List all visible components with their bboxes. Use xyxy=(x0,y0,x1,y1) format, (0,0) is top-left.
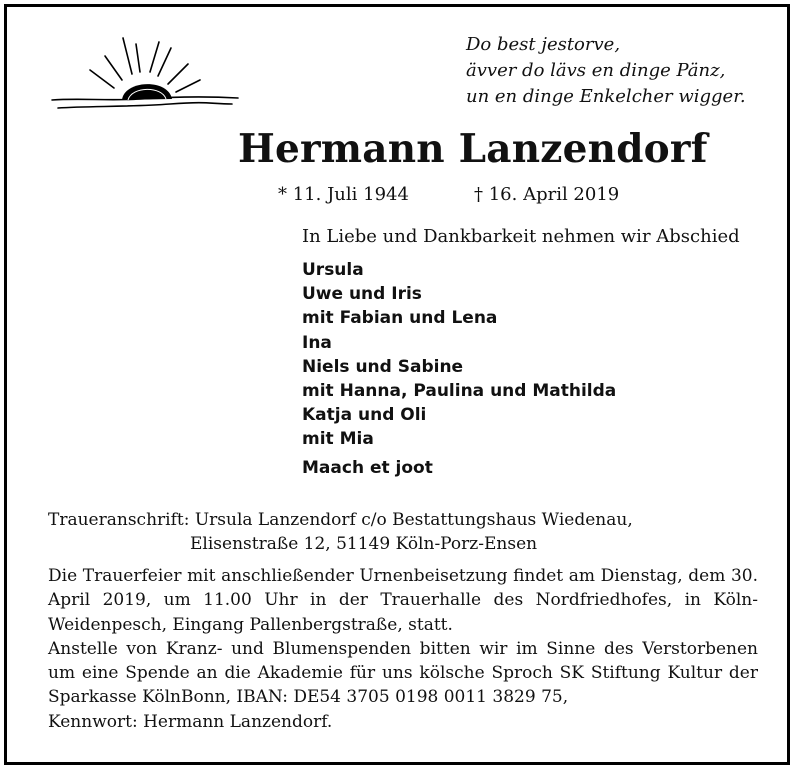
donation-paragraph: Anstelle von Kranz- und Blumenspenden bitten wir im Sinne des Verstorbenen um eine Spende an die Akademie für uns kölsche Sproch SK Stiftung Kultur der Sparkasse KölnBonn, IBAN: DE54 3705 0198 0011 3829 75, xyxy=(48,638,758,708)
family-member: Niels und Sabine xyxy=(302,356,464,377)
family-list xyxy=(302,258,616,452)
address-line-2: Elisenstraße 12, 51149 Köln-Porz-Ensen xyxy=(190,534,538,554)
closing-phrase: Maach et joot xyxy=(302,458,433,478)
notice-body xyxy=(48,564,758,734)
sunrise-icon xyxy=(50,34,240,122)
birth-date: * 11. Juli 1944 xyxy=(278,184,409,205)
ceremony-paragraph: Die Trauerfeier mit anschließender Urnenbeisetzung findet am Dienstag, dem 30. April 2019, um 11.00 Uhr in der Trauerhalle des Nordfriedhofes, in Köln-Weidenpesch, Eingang Pallenbergstraße, statt. xyxy=(48,566,758,635)
family-member: Uwe und Iris xyxy=(302,284,422,305)
family-member: Ursula xyxy=(302,260,364,280)
poem-line-3: un en dinge Enkelcher wigger. xyxy=(466,86,746,107)
family-member: Ina xyxy=(302,332,332,353)
family-member: Katja und Oli xyxy=(302,405,427,426)
address-line-1: Traueranschrift: Ursula Lanzendorf c/o Bestattungshaus Wiedenau, xyxy=(48,510,633,530)
mourning-address xyxy=(48,508,633,556)
family-member: mit Hanna, Paulina und Mathilda xyxy=(302,381,617,402)
death-date: † 16. April 2019 xyxy=(474,184,620,205)
poem xyxy=(466,32,746,110)
farewell-line: In Liebe und Dankbarkeit nehmen wir Abschied xyxy=(302,226,740,247)
poem-line-2: ävver do lävs en dinge Pänz, xyxy=(466,60,726,81)
keyword-line: Kennwort: Hermann Lanzendorf. xyxy=(48,711,333,732)
family-member: mit Mia xyxy=(302,429,374,450)
deceased-name: Hermann Lanzendorf xyxy=(238,126,708,172)
poem-line-1: Do best jestorve, xyxy=(466,34,621,55)
family-member: mit Fabian und Lena xyxy=(302,308,498,329)
